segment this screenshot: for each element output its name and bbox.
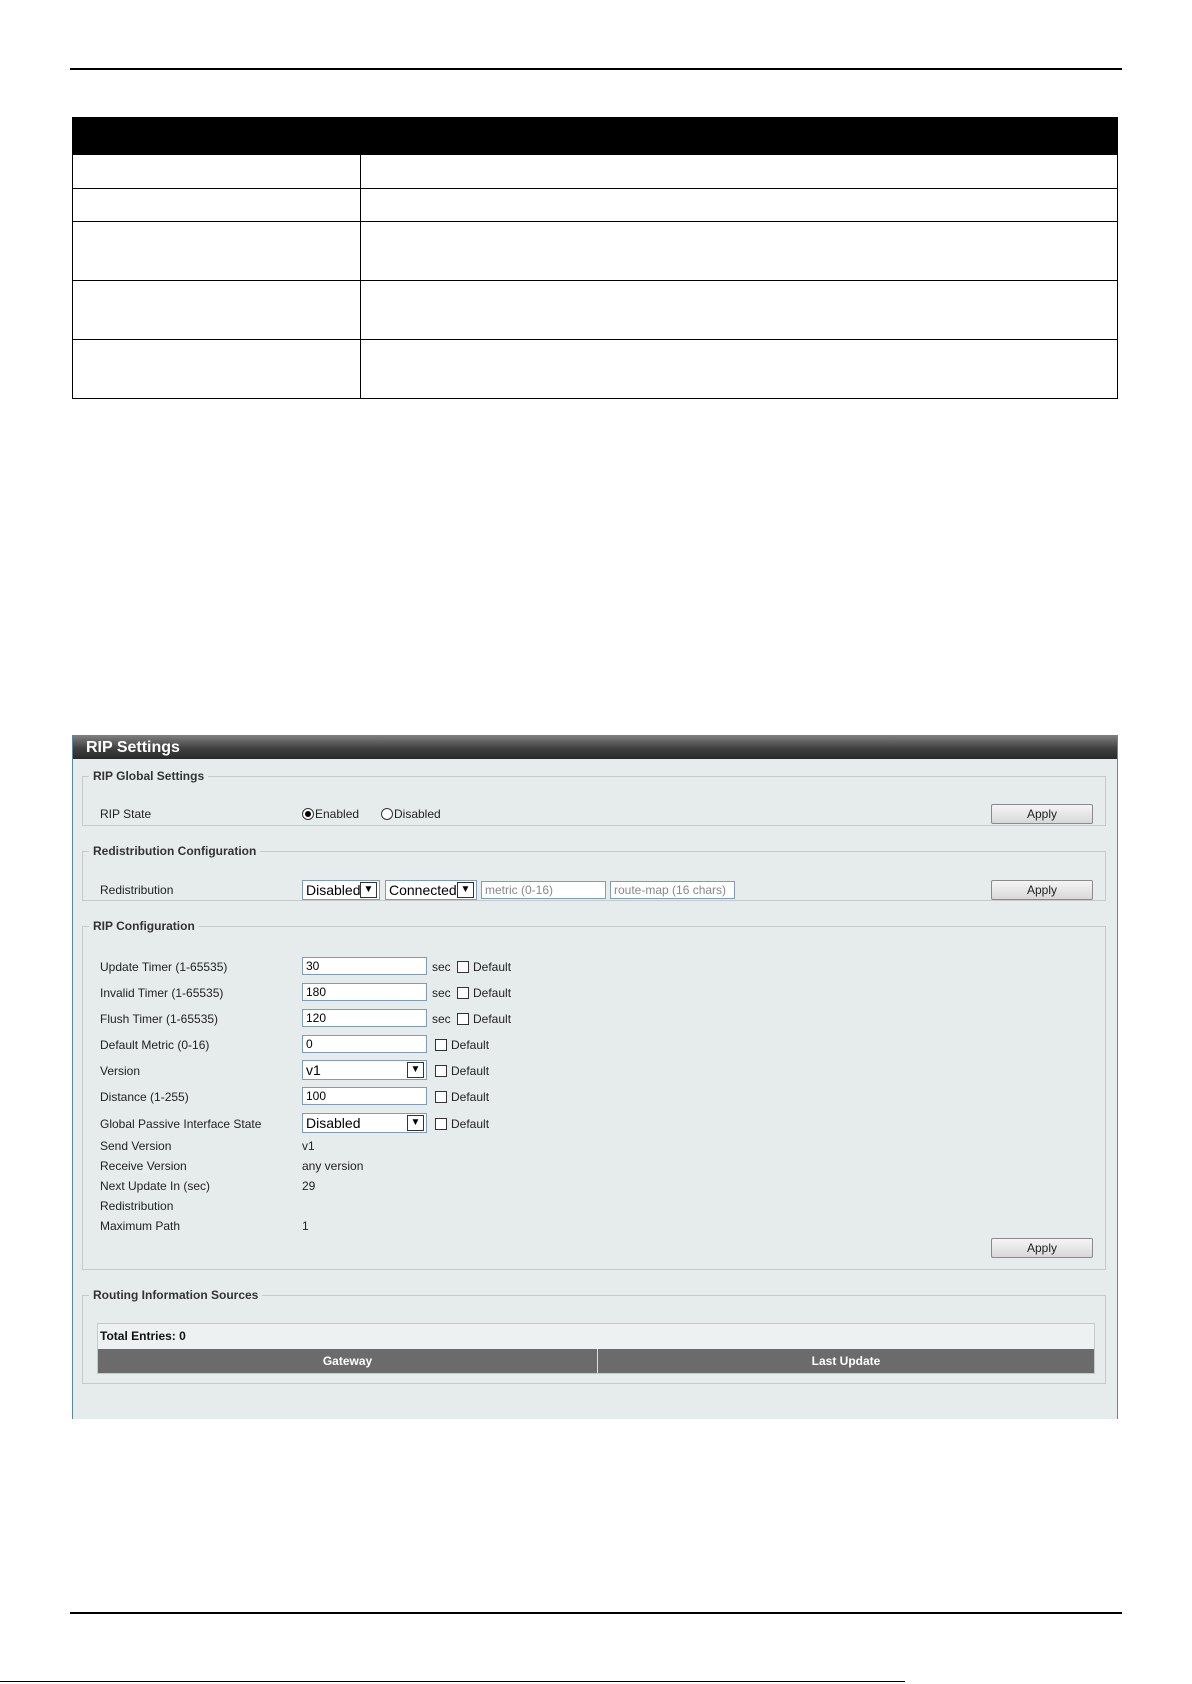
distance-default-checkbox[interactable] [435,1091,447,1103]
rip-config-apply-button[interactable]: Apply [991,1238,1093,1258]
default-metric-input[interactable]: 0 [302,1035,427,1053]
disabled-radio-label[interactable]: Disabled [394,807,441,821]
chevron-down-icon: ▼ [360,882,377,898]
flush-timer-default-checkbox[interactable] [457,1013,469,1025]
flush-timer-label: Flush Timer (1-65535) [100,1012,219,1026]
routing-sources-table [97,1323,1095,1374]
table-row [73,281,1118,340]
chevron-down-icon: ▼ [457,882,474,898]
invalid-timer-default-checkbox[interactable] [457,987,469,999]
passive-interface-select[interactable]: Disabled ▼ [302,1113,427,1133]
next-update-label: Next Update In (sec) [100,1179,211,1193]
group-legend: RIP Configuration [93,919,195,933]
page-header-rule [70,68,1122,70]
rip-global-settings-group [82,769,1106,826]
redistribution-type-select[interactable]: Connected ▼ [385,880,477,900]
sec-unit-label: sec [432,960,451,974]
table-row [73,222,1118,281]
rip-settings-panel [72,735,1118,1419]
default-label: Default [473,986,512,1000]
table-row [73,155,1118,189]
passive-interface-label: Global Passive Interface State [100,1117,262,1131]
invalid-timer-input[interactable]: 180 [302,983,427,1001]
next-update-value: 29 [302,1179,316,1193]
update-timer-label: Update Timer (1-65535) [100,960,228,974]
update-timer-default-checkbox[interactable] [457,961,469,973]
table-header-row [73,118,1118,155]
receive-version-value: any version [302,1159,364,1173]
redistribution-status-label: Redistribution [100,1199,174,1213]
metric-input[interactable]: metric (0-16) [481,881,606,899]
sec-unit-label: sec [432,1012,451,1026]
default-label: Default [451,1090,490,1104]
default-metric-default-checkbox[interactable] [435,1039,447,1051]
routing-information-sources-group [82,1288,1106,1384]
maximum-path-value: 1 [302,1219,309,1233]
table-row [73,189,1118,222]
maximum-path-label: Maximum Path [100,1219,181,1233]
table-header-row [98,1349,1094,1373]
redistribution-config-group [82,844,1106,901]
invalid-timer-label: Invalid Timer (1-65535) [100,986,224,1000]
version-label: Version [100,1064,141,1078]
sec-unit-label: sec [432,986,451,1000]
enabled-radio-label[interactable]: Enabled [315,807,360,821]
panel-title: RIP Settings [73,736,1117,759]
enabled-radio[interactable] [302,808,314,820]
version-select[interactable]: v1 ▼ [302,1060,427,1080]
chevron-down-icon: ▼ [407,1115,424,1131]
redistribution-apply-button[interactable]: Apply [991,880,1093,900]
global-apply-button[interactable]: Apply [991,804,1093,824]
passive-interface-default-checkbox[interactable] [435,1118,447,1130]
send-version-value: v1 [302,1139,315,1153]
send-version-label: Send Version [100,1139,172,1153]
default-label: Default [451,1038,490,1052]
total-entries: Total Entries: 0 [100,1329,186,1343]
default-label: Default [451,1117,490,1131]
default-label: Default [473,1012,512,1026]
page-footer-rule [70,1612,1122,1614]
gateway-column-header: Gateway [98,1349,598,1373]
group-legend: Routing Information Sources [93,1288,259,1302]
default-metric-label: Default Metric (0-16) [100,1038,210,1052]
receive-version-label: Receive Version [100,1159,187,1173]
group-legend: Redistribution Configuration [93,844,257,858]
default-label: Default [473,960,512,974]
group-legend: RIP Global Settings [93,769,205,783]
update-timer-input[interactable]: 30 [302,957,427,975]
disabled-radio[interactable] [381,808,393,820]
version-default-checkbox[interactable] [435,1065,447,1077]
route-map-input[interactable]: route-map (16 chars) [610,881,735,899]
rip-configuration-group [82,919,1106,1270]
last-update-column-header: Last Update [811,1354,881,1368]
chevron-down-icon: ▼ [407,1062,424,1078]
rip-state-label: RIP State [100,807,152,821]
default-label: Default [451,1064,490,1078]
redistribution-state-select[interactable]: Disabled ▼ [302,880,380,900]
parameter-description-table [72,117,1118,399]
table-row [73,340,1118,399]
redistribution-label: Redistribution [100,883,174,897]
footnote-rule [0,1681,905,1682]
flush-timer-input[interactable]: 120 [302,1009,427,1027]
distance-label: Distance (1-255) [100,1090,189,1104]
distance-input[interactable]: 100 [302,1087,427,1105]
